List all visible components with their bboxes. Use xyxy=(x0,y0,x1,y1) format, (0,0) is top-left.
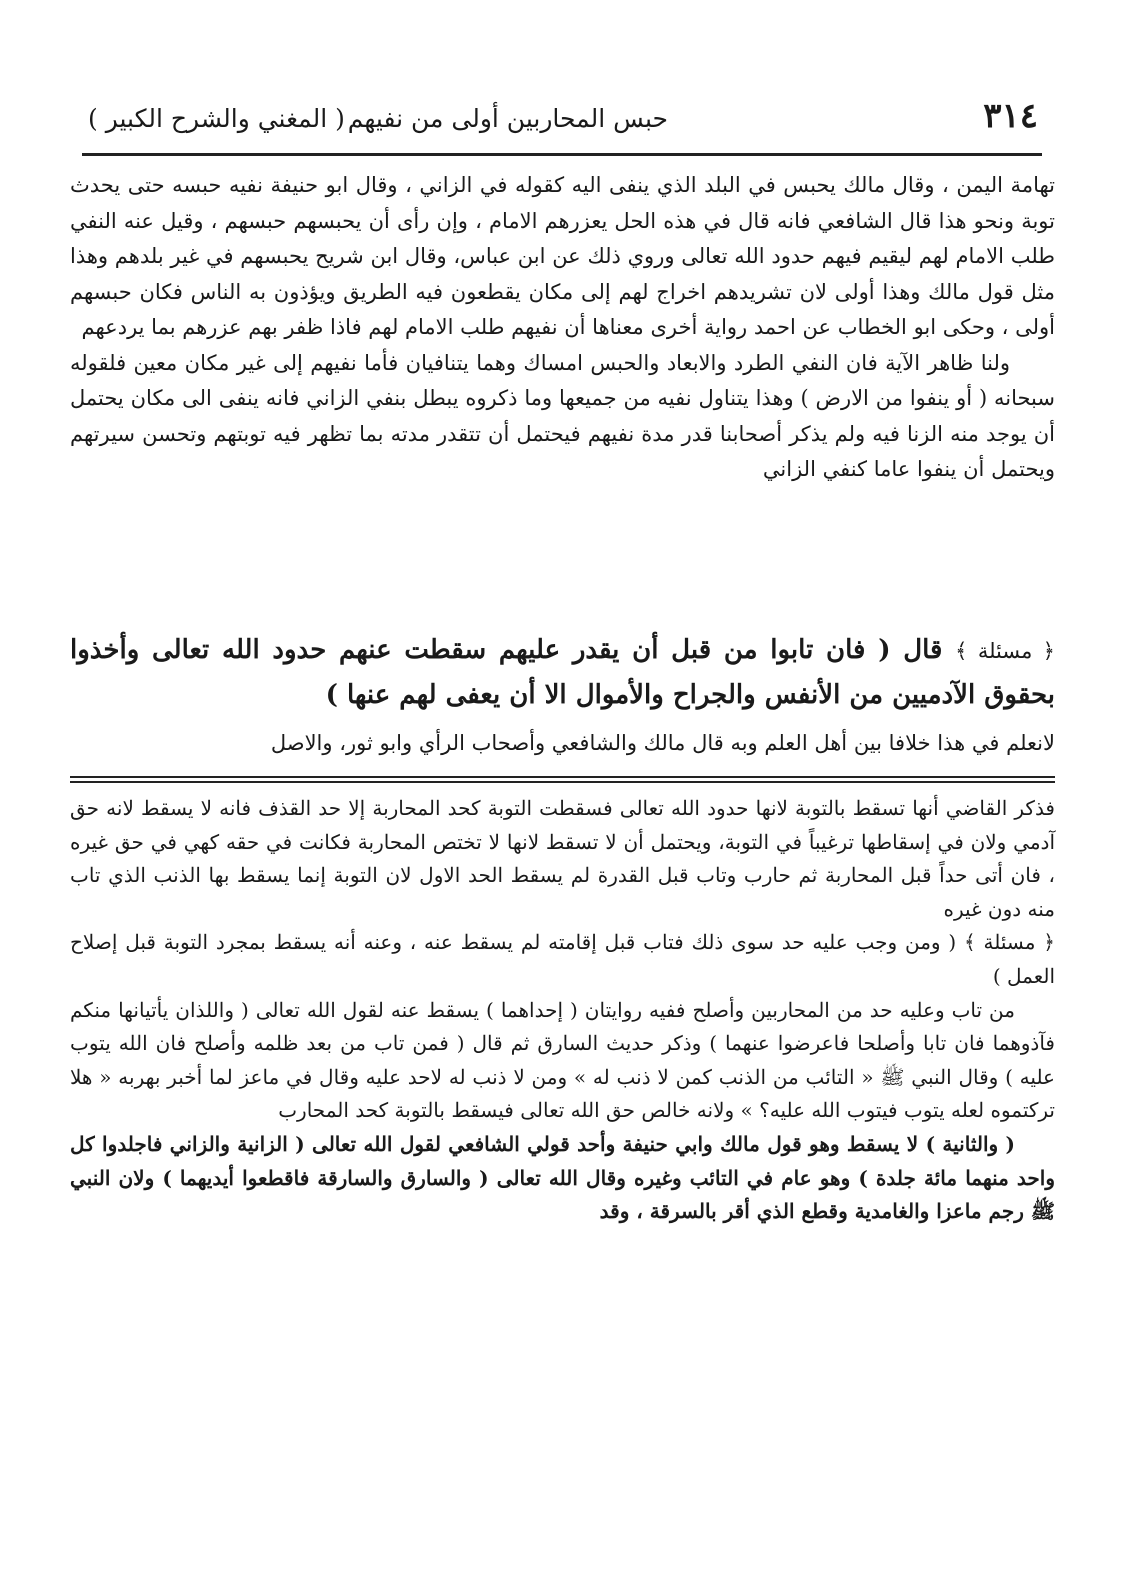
section-divider xyxy=(70,781,1055,783)
header-rule xyxy=(82,153,1042,156)
page-number: ٣١٤ xyxy=(983,96,1038,136)
commentary-start xyxy=(70,726,1055,761)
paragraph: ( والثانية ) لا يسقط وهو قول مالك وابي حنيفة وأحد قولي الشافعي لقول الله تعالى ( الزانية والزاني فاجلدوا كل واحد منهما مائة جلدة ) وهو عام في التائب وغيره وقال الله تعالى ( والسارق والسارقة فاقطعوا أيديهما ) ولان النبي ﷺ رجم ماعزا والغامدية وقطع الذي أقر بالسرقة ، وقد xyxy=(70,1131,1055,1224)
paragraph: فذكر القاضي أنها تسقط بالتوبة لانها حدود الله تعالى فسقطت التوبة كحد المحاربة إلا حد القذف فانه لا يسقط لانه حق آدمي ولان في إسقاطها ترغيباً في التوبة، ويحتمل أن لا تسقط لانها لا تختص المحاربة فكانت في حقه كهي في حق غيره ، فان أتى حداً قبل المحاربة ثم حارب وتاب قبل القدرة لم يسقط الحد الاول لان التوبة إنما يسقط بها الذنب الذي تاب منه دون غيره xyxy=(70,796,1055,921)
lower-text-block xyxy=(70,792,1055,1229)
upper-text-block xyxy=(70,168,1055,488)
paragraph: تهامة اليمن ، وقال مالك يحبس في البلد الذي ينفى اليه كقوله في الزاني ، وقال ابو حنيفة نفيه حبسه حتى يحدث توبة ونحو هذا قال الشافعي فانه قال في هذه الحل يعزرهم الامام ، وإن رأى أن يحبسهم حبسهم ، وقيل عنه النفي طلب الامام لهم ليقيم فيهم حدود الله تعالى وروي ذلك عن ابن عباس، وقال ابن شريح يحبسهم في غير بلدهم وهذا مثل قول مالك وهذا أولى لان تشريدهم اخراج لهم إلى مكان يقطعون فيه الطريق ويؤذون به الناس فكان حبسهم أولى ، وحكى ابو الخطاب عن احمد رواية أخرى معناها أن نفيهم طلب الامام لهم فاذا ظفر بهم عزرهم بما يردعهم xyxy=(70,173,1056,339)
paragraph: من تاب وعليه حد من المحاربين وأصلح ففيه روايتان ( إحداهما ) يسقط عنه لقول الله تعالى ( واللذان يأتيانها منكم فآذوهما فان تابا وأصلحا فاعرضوا عنهما ) وذكر حديث السارق ثم قال ( فمن تاب من بعد ظلمه وأصلح فان الله يتوب عليه ) وقال النبي ﷺ « التائب من الذنب كمن لا ذنب له » ومن لا ذنب له لاحد عليه وقال في ماعز لما أخبر بهربه « هلا تركتموه لعله يتوب فيتوب الله عليه؟ » ولانه خالص حق الله تعالى فيسقط بالتوبة كحد المحارب xyxy=(70,997,1055,1123)
running-title: حبس المحاربين أولى من نفيهم xyxy=(347,104,668,133)
masala-paragraph xyxy=(70,926,1055,993)
masala-text: قال ( فان تابوا من قبل أن يقدر عليهم سقطت عنهم حدود الله تعالى وأخذوا بحقوق الآدميين من الأنفس والجراح والأموال الا أن يعفى لهم عنها ) xyxy=(70,635,1055,710)
masala-statement xyxy=(70,628,1055,717)
paragraph: ولنا ظاهر الآية فان النفي الطرد والابعاد والحبس امساك وهما يتنافيان فأما نفيهم إلى غير مكان معين فلقوله سبحانه ( أو ينفوا من الارض ) وهذا يتناول نفيه من جميعها وما ذكروه يبطل بنفي الزاني فانه ينفى الى مكان يحتمل أن يوجد منه الزنا فيه ولم يذكر أصحابنا قدر مدة نفيهم فيحتمل أن تتقدر مدته بما تظهر فيه توبتهم وتحسن سيرتهم ويحتمل أن ينفوا عاما كنفي الزاني xyxy=(70,350,1055,481)
masala-tag: ﴿ مسئلة ﴾ xyxy=(955,639,1055,663)
page-header xyxy=(88,96,1038,150)
paragraph: لانعلم في هذا خلافا بين أهل العلم وبه قال مالك والشافعي وأصحاب الرأي وابو ثور، والاصل xyxy=(270,731,1055,755)
masala-text: ( ومن وجب عليه حد سوى ذلك فتاب قبل إقامته لم يسقط عنه ، وعنه أنه يسقط بمجرد التوبة قبل إصلاح العمل ) xyxy=(70,930,1055,988)
book-title: ( المغني والشرح الكبير ) xyxy=(88,104,345,133)
masala-tag: ﴿ مسئلة ﴾ xyxy=(964,930,1055,955)
section-divider xyxy=(70,776,1055,778)
